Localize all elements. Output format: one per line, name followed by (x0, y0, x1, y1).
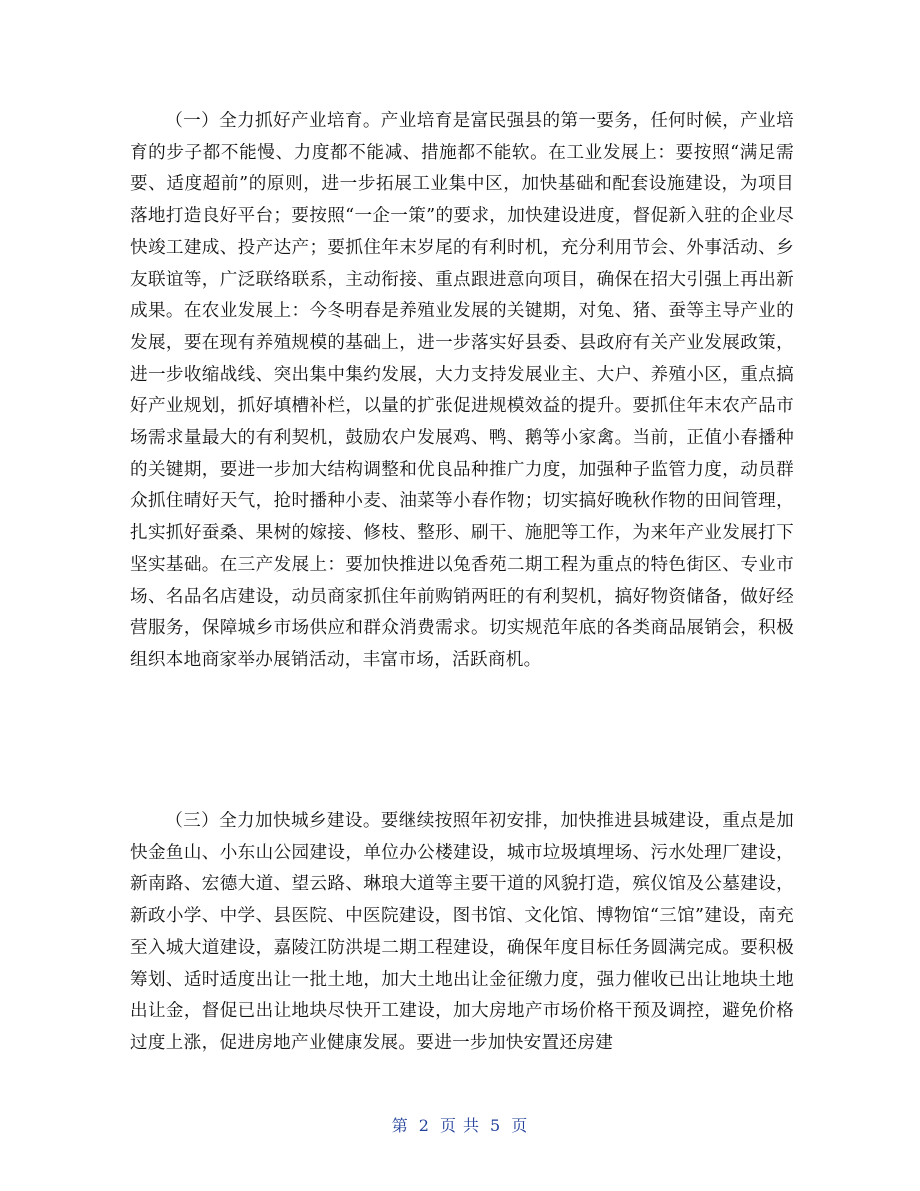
paragraph-industry: （一）全力抓好产业培育。产业培育是富民强县的第一要务，任何时候，产业培育的步子都不能慢、力度都不能减、措施都不能软。在工业发展上：要按照“满足需要、适度超前”的原则，进一步拓展工业集中区，加快基础和配套设施建设，为项目落地打造良好平台；要按照“一企一策”的要求，加快建设进度，督促新入驻的企业尽快竣工建成、投产达产；要抓住年末岁尾的有利时机，充分利用节会、外事活动、乡友联谊等，广泛联络联系，主动衔接、重点跟进意向项目，确保在招大引强上再出新成果。在农业发展上：今冬明春是养殖业发展的关键期，对兔、猪、蚕等主导产业的发展，要在现有养殖规模的基础上，进一步落实好县委、县政府有关产业发展政策，进一步收缩战线、突出集中集约发展，大力支持发展业主、大户、养殖小区，重点搞好产业规划，抓好填槽补栏，以量的扩张促进规模效益的提升。要抓住年末农产品市场需求量最大的有利契机，鼓励农户发展鸡、鸭、鹅等小家禽。当前，正值小春播种的关键期，要进一步加大结构调整和优良品种推广力度，加强种子监管力度，动员群众抓住晴好天气，抢时播种小麦、油菜等小春作物；切实搞好晚秋作物的田间管理，扎实抓好蚕桑、果树的嫁接、修枝、整形、刷干、施肥等工作，为来年产业发展打下坚实基础。在三产发展上：要加快推进以兔香苑二期工程为重点的特色街区、专业市场、名品名店建设，动员商家抓住年前购销两旺的有利契机，搞好物资储备，做好经营服务，保障城乡市场供应和群众消费需求。切实规范年底的各类商品展销会，积极组织本地商家举办展销活动，丰富市场，活跃商机。 (130, 111, 794, 670)
page-label-suffix: 页 (511, 1116, 529, 1135)
page-label-middle: 页 共 (439, 1116, 481, 1135)
page-number: 2 (418, 1116, 430, 1135)
total-pages: 5 (490, 1116, 502, 1135)
paragraph-urban-construction: （三）全力加快城乡建设。要继续按照年初安排，加快推进县城建设，重点是加快金鱼山、小东山公园建设，单位办公楼建设，城市垃圾填埋场、污水处理厂建设，新南路、宏德大道、望云路、琳琅大道等主要干道的风貌打造，殡仪馆及公墓建设，新政小学、中学、县医院、中医院建设，图书馆、文化馆、博物馆“三馆”建设，南充至入城大道建设，嘉陵江防洪堤二期工程建设，确保年度目标任务圆满完成。要积极筹划、适时适度出让一批土地，加大土地出让金征缴力度，强力催收已出让地块土地出让金，督促已出让地块尽快开工建设，加大房地产市场价格干预及调控，避免价格过度上涨，促进房地产业健康发展。要进一步加快安置还房建 (130, 811, 794, 1053)
page-label-prefix: 第 (391, 1116, 409, 1135)
page-footer (0, 1113, 920, 1136)
